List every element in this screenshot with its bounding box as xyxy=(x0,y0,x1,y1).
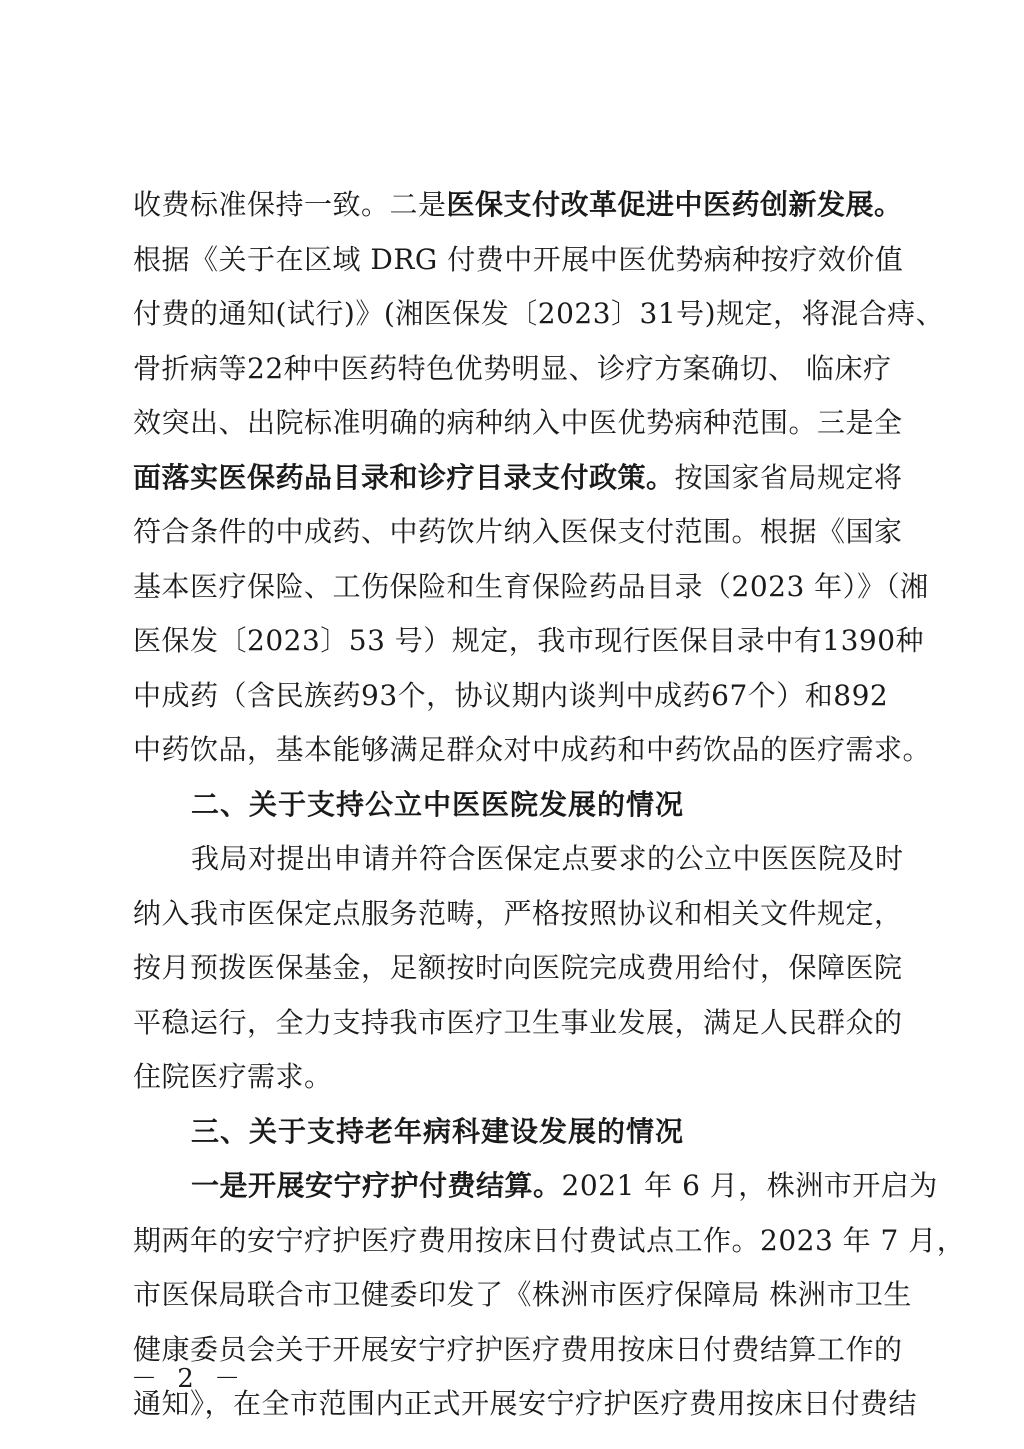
section-3-line-3: 市医保局联合市卫健委印发了《株洲市医疗保障局 株洲市卫生 xyxy=(133,1278,912,1311)
section-3-line-4: 健康委员会关于开展安宁疗护医疗费用按床日付费结算工作的 xyxy=(133,1332,903,1366)
section-3-line-1-bold: 一是开展安宁疗护付费结算。 xyxy=(191,1169,562,1202)
body-line-8: 基本医疗保险、工伤保险和生育保险药品目录（2023 年）》（湘 xyxy=(133,569,929,603)
body-line-9: 医保发〔2023〕53 号）规定，我市现行医保目录中有1390种 xyxy=(133,624,925,657)
section-2-line-5: 住院医疗需求。 xyxy=(133,1060,333,1093)
body-line-4: 骨折病等22种中医药特色优势明显、诊疗方案确切、 临床疗 xyxy=(133,351,892,385)
body-line-6 xyxy=(133,451,903,506)
body-line-3: 付费的通知(试行)》(湘医保发〔2023〕31号)规定，将混合痔、 xyxy=(133,297,945,330)
section-3-heading: 三、关于支持老年病科建设发展的情况 xyxy=(191,1114,685,1148)
section-2-line-1: 我局对提出申请并符合医保定点要求的公立中医医院及时 xyxy=(191,842,904,875)
body-line-6-bold: 面落实医保药品目录和诊疗目录支付政策。 xyxy=(133,460,675,494)
section-2-heading: 二、关于支持公立中医医院发展的情况 xyxy=(191,787,685,821)
body-line-7: 符合条件的中成药、中药饮片纳入医保支付范围。根据《国家 xyxy=(133,515,903,548)
section-2-line-3: 按月预拨医保基金，足额按时向医院完成费用给付，保障医院 xyxy=(133,951,903,984)
body-line-2: 根据《关于在区域 DRG 付费中开展中医优势病种按疗效价值 xyxy=(133,242,904,276)
section-3-line-1-text: 2021 年 6 月，株洲市开启为 xyxy=(561,1169,938,1202)
body-line-11: 中药饮品，基本能够满足群众对中成药和中药饮品的医疗需求。 xyxy=(133,733,932,766)
section-3-line-5: 通知》，在全市范围内正式开展安宁疗护医疗费用按床日付费结 xyxy=(133,1387,918,1420)
body-line-10: 中成药（含民族药93个，协议期内谈判中成药67个）和892 xyxy=(133,678,889,712)
body-line-1-text: 收费标准保持一致。二是 xyxy=(133,188,447,221)
body-line-6-text: 按国家省局规定将 xyxy=(674,460,903,494)
section-3-line-2: 期两年的安宁疗护医疗费用按床日付费试点工作。2023 年 7 月， xyxy=(133,1223,966,1257)
body-line-5: 效突出、出院标准明确的病种纳入中医优势病种范围。三是全 xyxy=(133,406,903,439)
section-2-line-4: 平稳运行，全力支持我市医疗卫生事业发展，满足人民群众的 xyxy=(133,1005,903,1039)
body-line-1-bold: 医保支付改革促进中医药创新发展。 xyxy=(446,188,903,221)
body-line-1 xyxy=(133,178,903,233)
section-2-line-2: 纳入我市医保定点服务范畴，严格按照协议和相关文件规定， xyxy=(133,896,903,930)
page-number: － 2 － xyxy=(131,1364,247,1394)
document-body xyxy=(133,178,966,1432)
section-3-line-1 xyxy=(133,1159,938,1214)
